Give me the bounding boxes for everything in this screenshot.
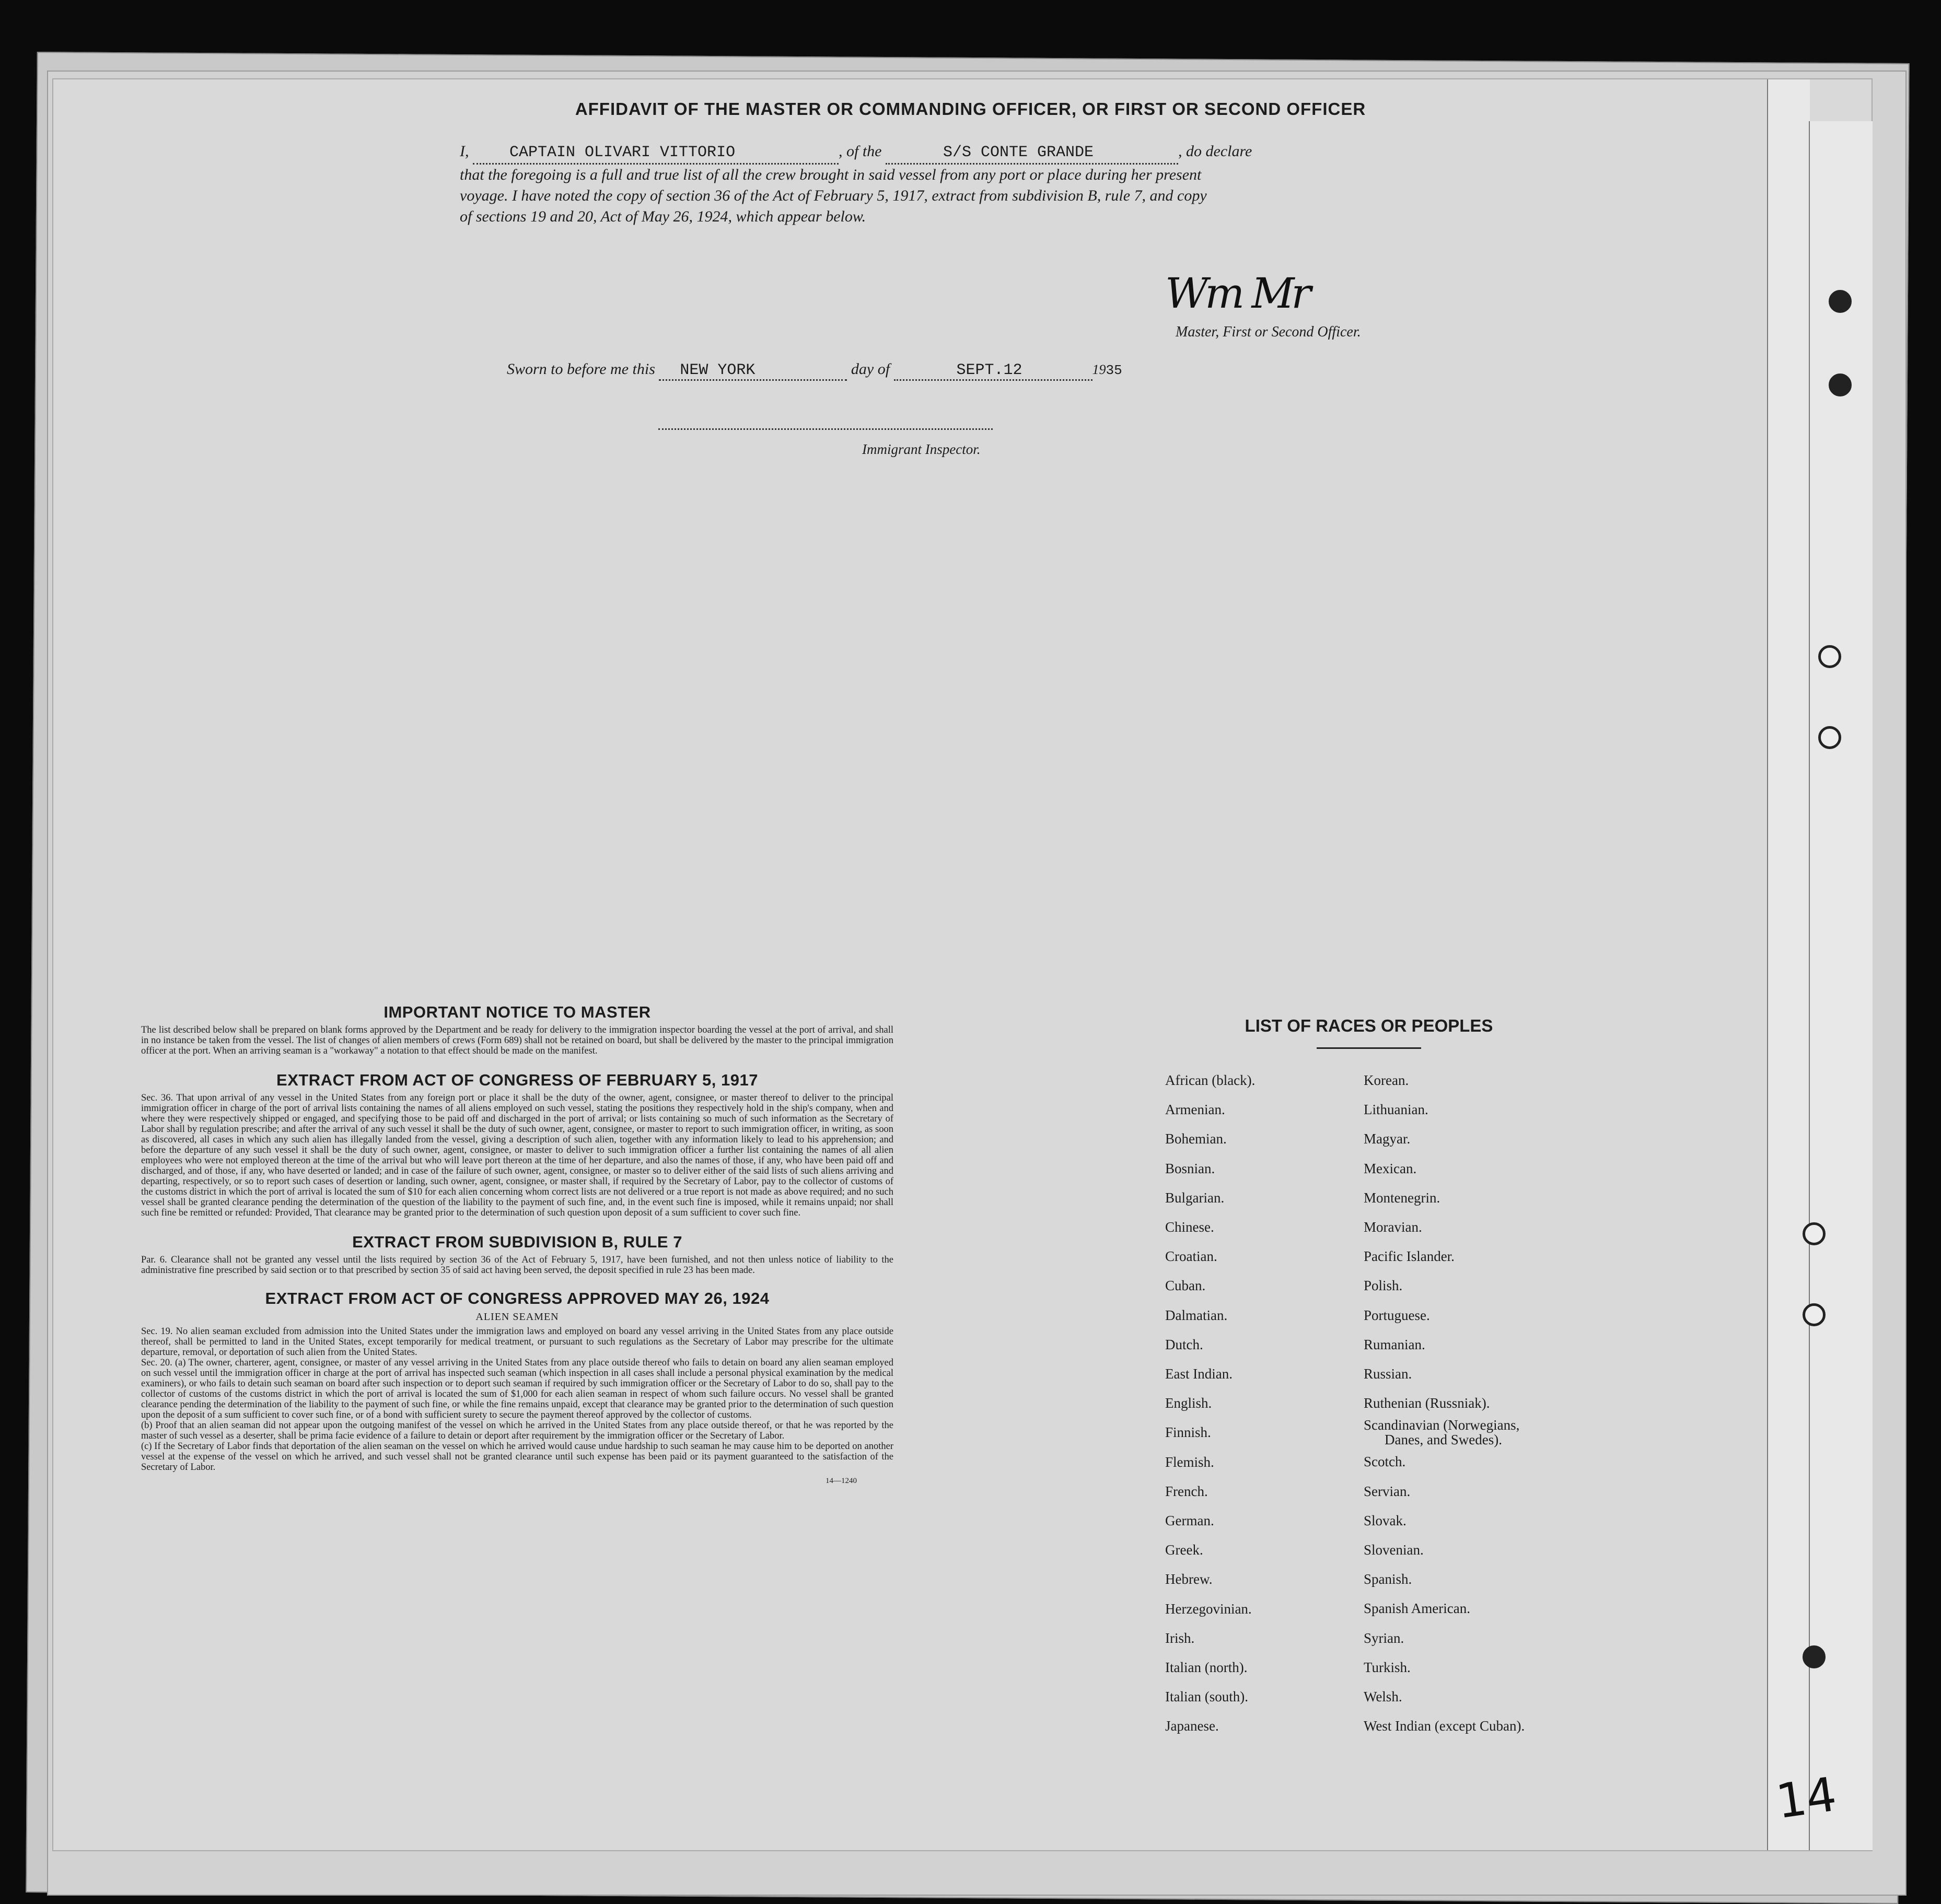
race-item: Magyar. — [1364, 1131, 1411, 1147]
race-item: Polish. — [1364, 1278, 1403, 1294]
race-item: Syrian. — [1364, 1630, 1404, 1646]
sec20b-text: (b) Proof that an alien seaman did not appear upon the outgoing manifest of the vessel on which he arrived in the United States from any place outside thereof, or that he was reported by the master of such vessel as a deserter, shall be prima facie evidence of a failure to detain or deport after requirement by the immigration officer or the Secretary of Labor. — [141, 1420, 893, 1441]
race-item: Italian (north). — [1165, 1660, 1248, 1676]
sworn-line — [507, 360, 1122, 381]
signature-caption: Master, First or Second Officer. — [1176, 324, 1361, 340]
master-signature: Wm Mr — [1165, 269, 1308, 318]
race-item: Turkish. — [1364, 1659, 1411, 1675]
race-item: Welsh. — [1364, 1689, 1402, 1705]
punch-hole — [1818, 645, 1841, 668]
race-item: Slovenian. — [1364, 1542, 1424, 1558]
race-item: Pacific Islander. — [1364, 1248, 1455, 1265]
notice-text: The list described below shall be prepared on blank forms approved by the Department and be ready for delivery to the immigration inspector boarding the vessel at the port of arrival, and shall in no instance be taken from the vessel. The list of changes of alien members of crews (Form 689) shall not be retained on board, but shall be delivered by the master to the principal immigration officer at the port. When an arriving seaman is a "workaway" a notation to that effect should be made on the manifest. — [141, 1025, 893, 1056]
page-edge — [1767, 79, 1810, 1850]
race-item: African (black). — [1165, 1072, 1256, 1088]
race-item: Bulgarian. — [1165, 1189, 1225, 1206]
race-item — [1364, 1418, 1525, 1447]
race-item: Irish. — [1165, 1630, 1195, 1646]
race-item: Armenian. — [1165, 1102, 1225, 1118]
races-left-column — [1165, 1066, 1255, 1741]
notice-title: IMPORTANT NOTICE TO MASTER — [383, 1003, 651, 1021]
races-divider — [1317, 1047, 1421, 1049]
declare-label: , do declare — [1178, 143, 1252, 160]
extract-rule7-text: Par. 6. Clearance shall not be granted any vessel until the lists required by section 36 of the Act of February 5, 1917, have been furnished, and not then unless notice of liability to the administrative fine prescribed by said section or to that prescribed by section 35 of said act having been served, the deposit specified in rule 23 has been made. — [141, 1255, 893, 1276]
sworn-label: Sworn to before me this — [507, 360, 655, 378]
alien-seamen-subtitle: ALIEN SEAMEN — [475, 1311, 559, 1323]
races-title: LIST OF RACES OR PEOPLES — [1245, 1016, 1493, 1035]
extract-1917-title: EXTRACT FROM ACT OF CONGRESS OF FEBRUARY 5, 1917 — [276, 1071, 758, 1089]
race-item: Dutch. — [1165, 1336, 1203, 1352]
race-item: Ruthenian (Russniak). — [1364, 1395, 1490, 1411]
race-item: Slovak. — [1364, 1512, 1407, 1528]
legal-notices — [141, 1003, 893, 1486]
race-item: Dalmatian. — [1165, 1307, 1228, 1323]
inspector-label: Immigrant Inspector. — [862, 441, 981, 457]
inspector-signature-line — [658, 428, 993, 430]
extract-rule7-title: EXTRACT FROM SUBDIVISION B, RULE 7 — [352, 1233, 682, 1251]
margin-note: 14 — [1773, 1767, 1840, 1830]
race-item: Russian. — [1364, 1366, 1412, 1382]
sec19-text: Sec. 19. No alien seaman excluded from admission into the United States under the immigration laws and employed on board any vessel arriving in the United States from any place outside thereof, shall be permitted to land in the United States, except temporarily for medical treatment, or pursuant to such regulations as the Secretary of Labor may prescribe for the ultimate departure, removal, or deportation of such alien from the United States. — [141, 1326, 893, 1358]
year-suffix: 35 — [1106, 363, 1122, 378]
sworn-date-field: SEPT.12 — [894, 361, 1092, 381]
punch-hole — [1818, 726, 1841, 749]
race-item: French. — [1165, 1483, 1208, 1499]
affidavit-body — [460, 141, 1479, 227]
race-item: Lithuanian. — [1364, 1102, 1428, 1118]
race-item: Rumanian. — [1364, 1336, 1425, 1352]
punch-hole — [1803, 1222, 1826, 1245]
extract-1917-text: Sec. 36. That upon arrival of any vessel in the United States from any foreign port or place it shall be the duty of the owner, agent, consignee, or master thereof to deliver to the principal immigration officer in charge of the port of arrival lists containing the names of all aliens employed on such vessel, stating the positions they respectively hold in the ship's company, when and where they were respectively shipped or engaged, and specifying those to be paid off and discharged in the port of arrival; or lists containing so much of such information as the Secretary of Labor shall by regulation prescribe; and after the arrival of any such vessel it shall be the duty of such owner, agent, consignee, or master to report to such immigration officer, in writing, as soon as discovered, all cases in which any such alien has illegally landed from the vessel, giving a description of such alien, together with any information likely to lead to his apprehension; and before the departure of any such vessel it shall be the duty of such owner, agent, consignee, or master to deliver to such immigration officer a further list containing the names of all alien employees who were not employed thereon at the time of the arrival but who will leave port thereon at the time of her departure, and also the names of those, if any, who have been paid off and discharged, and of those, if any, who have deserted or landed; and in case of the failure of such owner, agent, consignee, or master so to deliver either of the said lists of such aliens arriving and departing, respectively, or so to report such cases of desertion or landing, such owner, agent, consignee, or master shall, if required by the Secretary of Labor, pay to the collector of customs of the customs district in which the port of arrival is located the sum of $10 for each alien concerning whom correct lists are not delivered or a true report is not made as above required; and no such vessel shall be granted clearance pending the determination of the question of the liability to the payment of such fine, and, in the event such fine is imposed, while it remains unpaid; nor shall such fine be remitted or refunded: Provided, That clearance may be granted prior to the determination of such question upon deposit of a sum sufficient to cover such fine. — [141, 1093, 893, 1218]
race-item: Servian. — [1364, 1483, 1411, 1499]
race-item: Spanish American. — [1364, 1601, 1470, 1617]
race-item: Greek. — [1165, 1542, 1203, 1558]
affidavit-title: AFFIDAVIT OF THE MASTER OR COMMANDING OFFICER, OR FIRST OR SECOND OFFICER — [575, 99, 1366, 119]
race-item: East Indian. — [1165, 1366, 1233, 1382]
race-item: Mexican. — [1364, 1160, 1417, 1176]
race-item: Korean. — [1364, 1072, 1409, 1088]
races-right-column — [1364, 1066, 1525, 1741]
race-item: Finnish. — [1165, 1424, 1211, 1441]
race-item: Cuban. — [1165, 1278, 1206, 1294]
sec20a-text: Sec. 20. (a) The owner, charterer, agent, consignee, or master of any vessel arriving in the United States from any place outside thereof who fails to detain on board any alien seaman employed on such vessel until the immigration officer in charge at the port of arrival has inspected such seaman (which inspection in all cases shall include a personal physical examination by the medical examiners), or who fails to detain such seaman on board after such inspection or to deport such seaman if required by such immigration officer or the Secretary of Labor to do so, shall pay to the collector of customs of the customs district in which the port of arrival is located the sum of $1,000 for each alien seaman in respect of whom such failure occurs. No vessel shall be granted clearance pending the determination of the liability to the payment of such fine, or while the fine remains unpaid, except that clearance may be granted prior to the determination of such question upon the deposit of a sum sufficient to cover such fine, or of a bond with sufficient surety to secure the payment thereof approved by the collector of customs. — [141, 1358, 893, 1420]
race-item-line: Scandinavian (Norwegians, — [1364, 1417, 1520, 1433]
race-item: Bohemian. — [1165, 1131, 1227, 1147]
master-name-field: CAPTAIN OLIVARI VITTORIO — [473, 142, 839, 165]
race-item: Chinese. — [1165, 1219, 1214, 1235]
day-of-label: day of — [851, 360, 890, 378]
affidavit-line-1 — [460, 141, 1479, 165]
race-item-line: Danes, and Swedes). — [1385, 1432, 1502, 1448]
race-item: Hebrew. — [1165, 1571, 1213, 1587]
of-the-label: , of the — [839, 143, 882, 160]
form-number: 14—1240 — [826, 1477, 857, 1485]
race-item: Portuguese. — [1364, 1307, 1430, 1323]
document-page — [52, 78, 1873, 1851]
affidavit-i-label: I, — [460, 143, 469, 160]
race-item: Flemish. — [1165, 1454, 1214, 1470]
sworn-place-field: NEW YORK — [659, 361, 847, 381]
affidavit-line-3: voyage. I have noted the copy of section 36 of the Act of February 5, 1917, extract from subdivision B, rule 7, and copy — [460, 187, 1207, 204]
affidavit-line-4: of sections 19 and 20, Act of May 26, 1924, which appear below. — [460, 208, 866, 225]
race-item: West Indian (except Cuban). — [1364, 1718, 1525, 1734]
sec20c-text: (c) If the Secretary of Labor finds that deportation of the alien seaman on the vessel on which he arrived would cause undue hardship to such seaman he may cause him to be deported on another vessel at the expense of the vessel on which he arrived, and such vessel shall not be granted clearance until such expense has been paid or its payment guaranteed to the satisfaction of the Secretary of Labor. — [141, 1441, 893, 1473]
race-item: German. — [1165, 1513, 1214, 1529]
race-item: Italian (south). — [1165, 1689, 1248, 1705]
race-item: Croatian. — [1165, 1248, 1217, 1265]
race-item: English. — [1165, 1395, 1212, 1411]
race-item: Spanish. — [1364, 1571, 1412, 1587]
punch-hole — [1829, 290, 1852, 313]
race-item: Moravian. — [1364, 1219, 1422, 1235]
race-item: Montenegrin. — [1364, 1189, 1440, 1206]
affidavit-line-2: that the foregoing is a full and true list of all the crew brought in said vessel from any port or place during her present — [460, 166, 1202, 183]
punch-hole — [1803, 1303, 1826, 1326]
punch-hole — [1829, 373, 1852, 396]
extract-1924-title: EXTRACT FROM ACT OF CONGRESS APPROVED MAY 26, 1924 — [265, 1289, 770, 1307]
punch-hole — [1803, 1645, 1826, 1668]
race-item: Bosnian. — [1165, 1160, 1215, 1176]
year-prefix: 19 — [1092, 362, 1106, 377]
vessel-name-field: S/S CONTE GRANDE — [886, 142, 1178, 165]
race-item: Scotch. — [1364, 1454, 1406, 1470]
race-item: Japanese. — [1165, 1718, 1219, 1734]
race-item: Herzegovinian. — [1165, 1601, 1252, 1617]
